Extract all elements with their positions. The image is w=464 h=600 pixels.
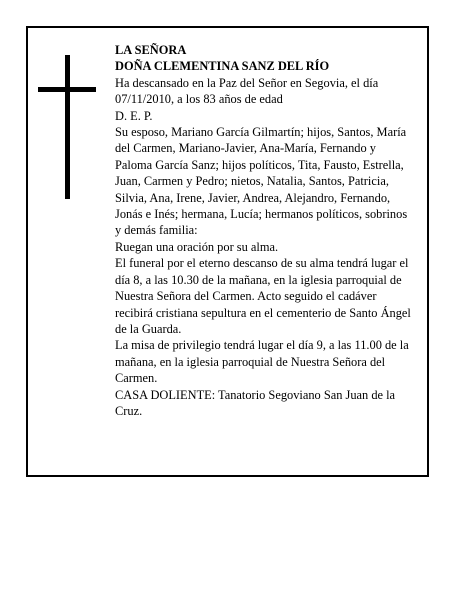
prayer-request: Ruegan una oración por su alma. xyxy=(115,239,279,254)
cross-horizontal-bar xyxy=(38,87,96,92)
notice-title: LA SEÑORA xyxy=(115,43,187,57)
death-statement: Ha descansado en la Paz del Señor en Segovia, el día 07/11/2010, a los 83 años de edad xyxy=(115,75,379,107)
notice-text xyxy=(115,42,415,419)
cross-icon xyxy=(38,55,96,199)
obituary-notice xyxy=(26,26,429,477)
mass-info: La misa de privilegio tendrá lugar el día 9, a las 11.00 de la mañana, en la iglesia parroquial de Nuestra Señora del Carmen. xyxy=(115,338,409,386)
funeral-info: El funeral por el eterno descanso de su alma tendrá lugar el día 8, a las 10.30 de la mañana, en la iglesia parroquial de Nuestra Señora del Carmen. Acto seguido el cadáver recibirá cristiana sepultura en el cementerio de Santo Ángel de la Guarda. xyxy=(115,256,411,336)
deceased-name: DOÑA CLEMENTINA SANZ DEL RÍO xyxy=(115,59,330,74)
dep-text: D. E. P. xyxy=(115,108,153,123)
cross-vertical-bar xyxy=(65,55,70,199)
funeral-home: CASA DOLIENTE: Tanatorio Segoviano San Juan de la Cruz. xyxy=(115,387,396,418)
family-list: Su esposo, Mariano García Gilmartín; hijos, Santos, María del Carmen, Mariano-Javier, Ana-María, Fernando y Paloma García Sanz; hijos políticos, Tita, Fausto, Estrella, Juan, Carmen y Pedro; nietos, Natalia, Santos, Patricia, Silvia, Ana, Irene, Javier, Andrea, Alejandro, Fernando, Jonás e Inés; hermana, Lucía; hermanos políticos, sobrinos y demás familia: xyxy=(115,125,408,238)
